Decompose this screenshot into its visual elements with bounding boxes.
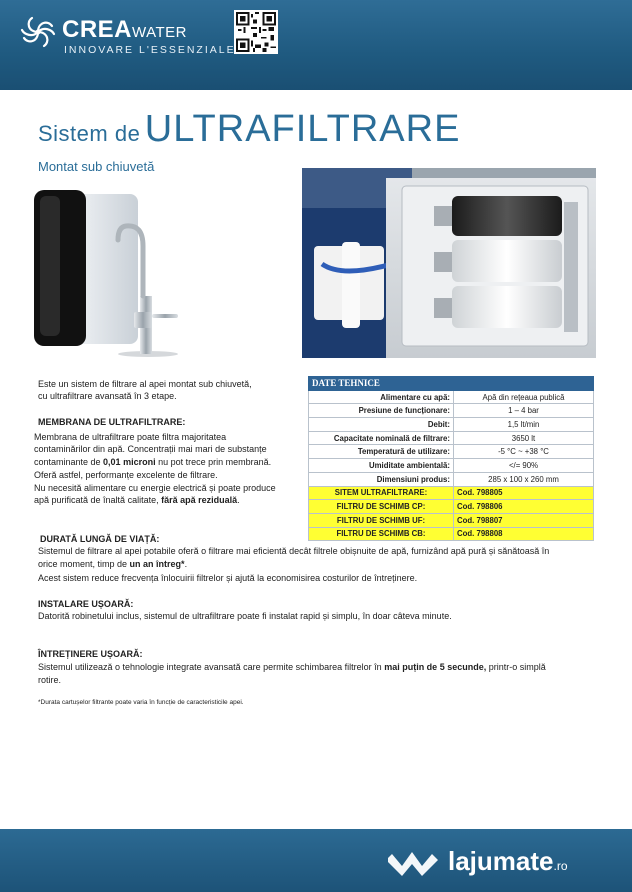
crea-water-logo-icon	[18, 12, 58, 52]
membrana-line-3: contaminante de 0,01 microni nu pot trece prin membrană.	[34, 457, 272, 467]
table-row: Umiditate ambientală: </= 90%	[309, 459, 594, 473]
table-row: Capacitate nominală de filtrare: 3650 lt	[309, 431, 594, 445]
table-row: Debit: 1,5 lt/min	[309, 418, 594, 432]
membrana-line-5: Nu necesită alimentare cu energie electrică și poate produce	[34, 483, 276, 493]
qr-code-icon	[234, 10, 278, 54]
title-prefix: Sistem de	[38, 121, 141, 146]
code-row: FILTRU DE SCHIMB UF: Cod. 798807	[309, 513, 594, 527]
page-title	[38, 108, 460, 151]
instalare-heading: INSTALARE UȘOARĂ:	[38, 599, 134, 609]
product-image	[28, 186, 228, 362]
intro-line-1: Este un sistem de filtrare al apei montat sub chiuvetă,	[38, 379, 252, 389]
brand-tagline: INNOVARE L'ESSENZIALE	[64, 44, 236, 56]
code-row: FILTRU DE SCHIMB CB: Cod. 798808	[309, 527, 594, 541]
membrana-line-6: apă purificată de înaltă calitate, fără apă reziduală.	[34, 495, 240, 505]
code-row: FILTRU DE SCHIMB CP: Cod. 798806	[309, 500, 594, 514]
intretinere-line-1: Sistemul utilizează o tehnologie integrate avansată care permite schimbarea filtrelor în mai puțin de 5 secunde, printr-o simplă	[38, 662, 546, 672]
membrana-line-1: Membrana de ultrafiltrare poate filtra majoritatea	[34, 432, 227, 442]
table-row: Dimensiuni produs: 285 x 100 x 260 mm	[309, 472, 594, 486]
membrana-line-2: contaminărilor din apă. Concentrații mai mari de substanțe	[34, 444, 267, 454]
intretinere-line-2: rotire.	[38, 675, 62, 685]
durata-line-2: orice moment, timp de un an întreg*.	[38, 559, 188, 569]
title-main: ULTRAFILTRARE	[144, 108, 461, 150]
table-row: Presiune de funcționare: 1 – 4 bar	[309, 404, 594, 418]
installation-photo	[302, 168, 596, 358]
lajumate-watermark: lajumate.ro	[448, 846, 568, 876]
intro-line-2: cu ultrafiltrare avansată în 3 etape.	[38, 391, 177, 401]
table-row: Alimentare cu apă: Apă din rețeaua publică	[309, 390, 594, 404]
technical-data-table	[308, 376, 594, 541]
brand-name: CREAWATER	[62, 16, 188, 43]
durata-line-1: Sistemul de filtrare al apei potabile oferă o filtrare mai eficientă decât filtrele obișnuite de apă, furnizând apă pură și sănătoasă în	[38, 546, 550, 556]
instalare-line-1: Datorită robinetului inclus, sistemul de ultrafiltrare poate fi instalat rapid și simplu, în doar câteva minute.	[38, 611, 452, 621]
durata-heading: DURATĂ LUNGĂ DE VIAȚĂ:	[40, 534, 160, 544]
membrana-line-4: Oferă astfel, performanțe excelente de filtrare.	[34, 470, 218, 480]
table-header-row	[309, 377, 594, 391]
intretinere-heading: ÎNTREȚINERE UȘOARĂ:	[38, 649, 143, 659]
page-subtitle: Montat sub chiuvetă	[38, 159, 155, 174]
durata-line-3: Acest sistem reduce frecvența înlocuirii filtrelor și ajută la economisirea costurilor de întreținere.	[38, 573, 418, 583]
footnote: *Durata cartușelor filtrante poate varia în funcție de caracteristicile apei.	[38, 699, 244, 706]
code-row: SITEM ULTRAFILTRARE: Cod. 798805	[309, 486, 594, 500]
table-row: Temperatură de utilizare: -5 °C ~ +38 °C	[309, 445, 594, 459]
table-header: DATE TEHNICE	[309, 377, 594, 391]
membrana-heading: MEMBRANA DE ULTRAFILTRARE:	[38, 417, 186, 427]
